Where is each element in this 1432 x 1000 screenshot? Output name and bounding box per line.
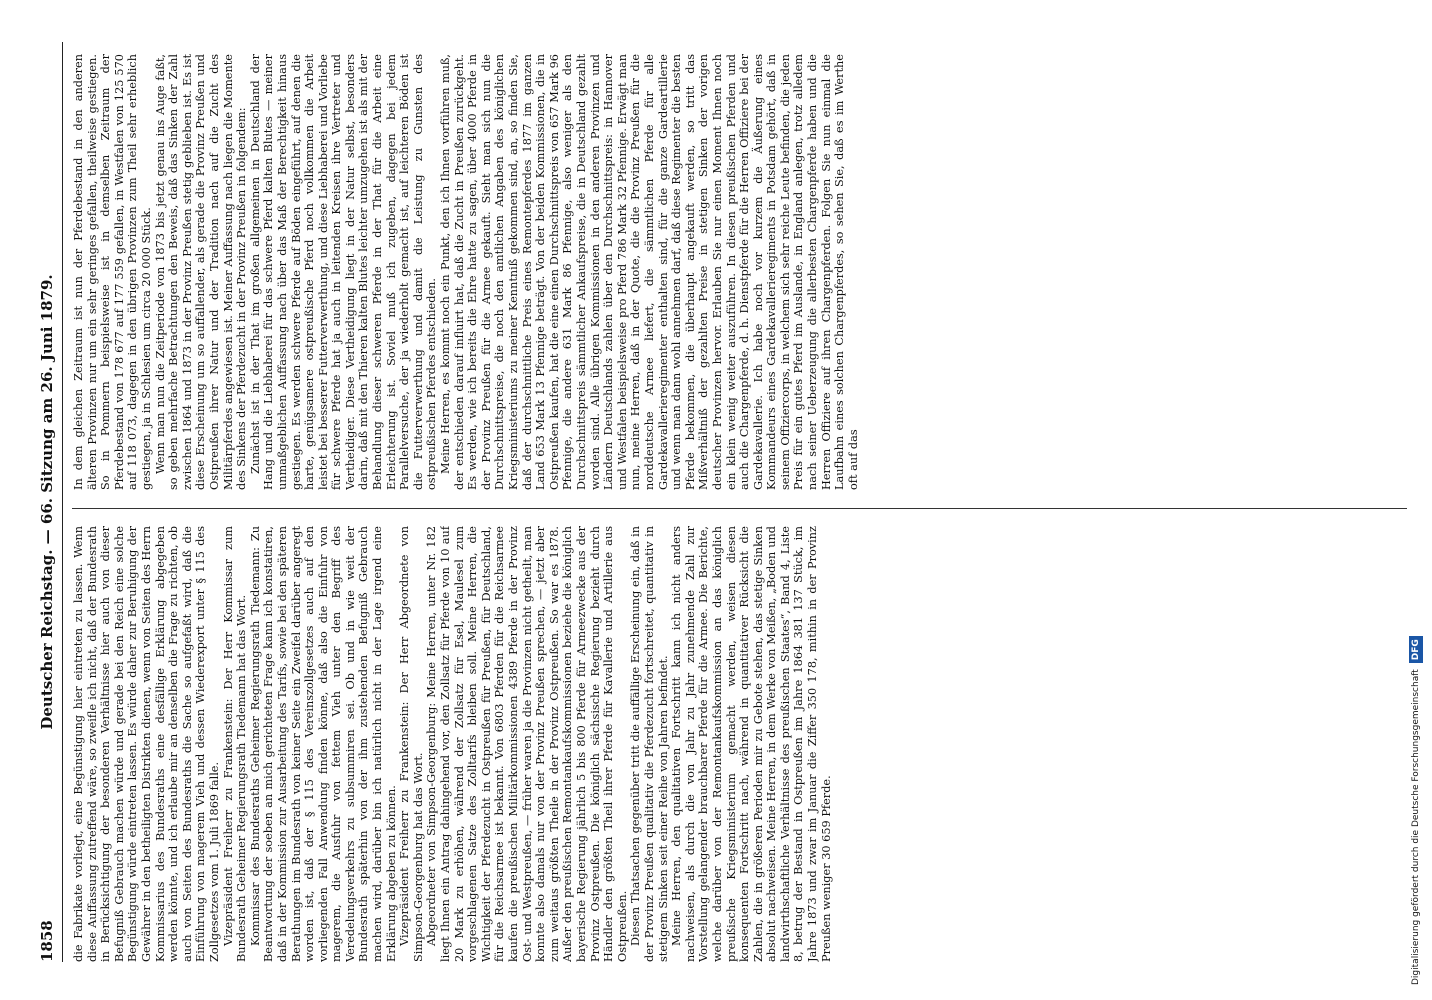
funding-statement: Digitalisierung gefördert durch die Deutsche Forschungsgemeinschaft [1411,669,1421,985]
page-number: 1858 [38,920,56,962]
dfg-logo: DFG [1409,636,1423,663]
digitization-note [1405,15,1427,985]
paragraph: Diesen Thatsachen gegenüber tritt die auffällige Erscheinung ein, daß in der Provinz Preußen qualitativ die Pferdezucht fortschreitet, quantitativ in stetigem Sinken seit einer Reihe von Jahren befindet. [629,526,670,962]
left-column [72,526,1407,962]
page-header [38,42,60,962]
column-divider [72,508,1407,509]
paragraph: Vizepräsident Freiherr zu Frankenstein: Der Herr Kommissar zum Bundesrath Geheimer Regierungsrath Tiedemann hat das Wort. [221,526,249,962]
paragraph: Vizepräsident Freiherr zu Frankenstein: Der Herr Abgeordnete von Simpson-Georgenburg hat das Wort. [398,526,425,962]
page-title: Deutscher Reichstag. — 66. Sitzung am 26. Juni 1879. [38,274,56,730]
header-rule [62,42,63,962]
paragraph: Zunächst ist in der That im großen allgemeinen in Deutschland der Hang und die Liebhaberei für das schwere Pferd kalten Blutes — meiner unmaßgeblichen Auffassung nach über das Maß der Berechtigkeit hinaus gestiegen. Es werden schwere Pferde auf Böden eingeführt, auf denen die harte, genügsamere ostpreußische Pferd noch vollkommen die Arbeit leistet bei besserer Futterverwerthung, und diese Liebhaberei und Vorliebe für schwere Pferde hat ja auch in leitenden Kreisen ihre Vertreter und Vertheidiger. Diese Vertheidigung liegt in der Natur selbst, besonders darin, daß mit den Thieren kalten Blutes leichter umzugehen ist als mit der Behandlung dieser schweren Pferde in der That für die Arbeit eine Erleichterung ist. Soviel muß ich zugeben, dagegen bei jedem Parallelversuche, der ja wiederholt gemacht ist, auf leichteren Böden ist die Futterverwerthung und damit die Leistung zu Gunsten des ostpreußischen Pferdes entschieden. [248,54,439,490]
right-column [72,54,1407,490]
paragraph: Wenn man nun die Zeitperiode von 1873 bis jetzt genau ins Auge faßt, so geben mehrfache Betrachtungen den Beweis, daß das Sinken der Zahl zwischen 1864 und 1873 in der Provinz Preußen stetig geblieben ist. Es ist diese Erscheinung um so auffallender, als gerade die Provinz Preußen und Ostpreußen ihrer Natur und der Tradition nach auf die Zucht des Militärpferdes angewiesen ist. Meiner Auffassung nach liegen die Momente des Sinkens der Pferdezucht in der Provinz Preußen in folgendem: [153,54,249,490]
paragraph: die Fabrikate vorliegt, eine Begünstigung hier eintreten zu lassen. Wenn diese Auffassung zutreffend wäre, so zweifle ich nicht, daß der Bundesrath in Berücksichtigung der besonderen Verhältnisse hier auch von dieser Befugniß Gebrauch machen würde und gerade bei den Reich eine solche Begünstigung würde eintreten lassen. Es würde daher zur Beruhigung der Gewährer in den betheiligten Distrikten dienen, wenn von Seiten des Herrn Kommissarius des Bundesraths eine desfällige Erklärung abgegeben werden könnte, und ich erlaube mir an denselben die Frage zu richten, ob auch von Seiten des Bundesraths die Sache so aufgefaßt wird, daß die Einführung von magerem Vieh und dessen Wiederexport unter § 115 des Zollgesetzes vom 1. Juli 1869 falle. [72,526,221,962]
paragraph: Abgeordneter von Simpson-Georgenburg: Meine Herren, unter Nr. 182 liegt Ihnen ein Antrag dahingehend vor, den Zollsatz für Pferde von 10 auf 20 Mark zu erhöhen, während der Zollsatz für Esel, Maulesel zum vorgeschlagenen Satze des Zolltarifs bleiben soll. Meine Herren, die Wichtigkeit der Pferdezucht in Ostpreußen für Preußen, für Deutschland, für die Reichsarmee ist bekannt. Von 6803 Pferden für die Reichsarmee kaufen die preußischen Militärkommissionen 4389 Pferde in der Provinz Ost- und Westpreußen, — früher waren ja die Provinzen nicht getheilt, man konnte also damals nur von der Provinz Preußen sprechen, — jetzt aber zum weitaus größten Theile in der Provinz Ostpreußen. So war es 1878. Außer den preußischen Remontankaufskommissionen beziehe die königlich bayerische Regierung jährlich 5 bis 800 Pferde für Armeezwecke aus der Provinz Ostpreußen. Die königlich sächsische Regierung bezieht durch Händler den größten Theil ihrer Pferde für Kavallerie und Artillerie aus Ostpreußen. [425,526,629,962]
paragraph: Meine Herren, den qualitativen Fortschritt kann ich nicht anders nachweisen, als durch die von Jahr zu Jahr zunehmende Zahl zur Vorstellung gelangender brauchbarer Pferde für die Armee. Die Berichte, welche darüber von der Remontankaufskommission an das königlich preußische Kriegsministerium gemacht werden, weisen diesen konsequenten Fortschritt nach, während in quantitativer Rücksicht die Zahlen, die in größeren Perioden mir zu Gebote stehen, das stetige Sinken absolut nachweisen. Meine Herren, in dem Werke von Meißen, „Boden und landwirthschaftliche Verhältnisse des preußischen Staates“, Band 4, Liste 8, betrug der Bestand in Ostpreußen im Jahre 1864 381 137 Stück, im Jahre 1873 und zwar im Januar die Ziffer 350 178, mithin in der Provinz Preußen weniger 30 659 Pferde. [670,526,833,962]
digitization-note-text [1405,15,1427,985]
paragraph: In dem gleichen Zeitraum ist nun der Pferdebestand in den anderen älteren Provinzen nur um ein sehr geringes gefallen, theilweise gestiegen. So in Pommern beispielsweise ist in demselben Zeitraum der Pferdebestand von 178 677 auf 177 559 gefallen, in Westfalen von 125 570 auf 118 073, dagegen in den übrigen Provinzen zum Theil sehr erheblich gestiegen, ja in Schlesien um circa 20 000 Stück. [72,54,153,490]
paragraph: Meine Herren, es kommt noch ein Punkt, den ich Ihnen vorführen muß, der entschieden darauf influirt hat, daß die Zucht in Preußen zurückgeht. Es werden, wie ich bereits die Ehre hatte zu sagen, über 4000 Pferde in der Provinz Preußen für die Armee gekauft. Sieht man sich nun die Durchschnittspreise, die noch den amtlichen Angaben des königlichen Kriegsministeriums zu meiner Kenntniß gekommen sind, an, so finden Sie, daß der durchschnittliche Preis eines Remontepferdes 1877 im ganzen Land 653 Mark 13 Pfennige beträgt. Von der beiden Kommissionen, die in Ostpreußen kaufen, hat die eine einen Durchschnittspreis von 657 Mark 96 Pfennige, die andere 631 Mark 86 Pfennige, also weniger als den Durchschnittspreis sämmtlicher Ankaufspreise, die in Deutschland gezahlt worden sind. Alle übrigen Kommissionen in den anderen Provinzen und Ländern Deutschlands zahlen über den Durchschnittspreis: in Hannover und Westfalen beispielsweise pro Pferd 786 Mark 32 Pfennige. Erwägt man nun, meine Herren, daß in der Quote, die die Provinz Preußen für die norddeutsche Armee liefert, die sämmtlichen Pferde für alle Gardekavallerieregimenter enthalten sind, für die ganze Gardeartillerie und wenn man dann wohl annehmen darf, daß diese Regimenter die besten Pferde bekommen, die überhaupt angekauft werden, so tritt das Mißverhältniß der gezahlten Preise in stetigen Sinken der vorigen deutscher Provinzen hervor. Erlauben Sie nur einen Moment Ihnen noch ein klein wenig weiter auszuführen. In diesen preußischen Pferden und auch die Chargenpferde, d. h. Dienstpferde für die Herren Offiziere bei der Gardekavallerie. Ich habe noch vor kurzem die Äußerung eines Kommandeurs eines Gardekavallerieregiments in Potsdam gehört, daß in seinem Offiziercorps, in welchem sich sehr reiche Leute befinden, die jeden Preis für ein gutes Pferd im Auslande, in England anlegen, trotz alledem nach seiner Ueberzeugung die allerbesten Chargenpferde haben und die Herren Offiziere auf ihren Chargenpferden. Folgen Sie nun einmal die Laufbahn eines solchen Chargenpferdes, so sehen Sie, daß es im Werthe oft auf das [439,54,860,490]
paragraph: Kommissar des Bundesraths Geheimer Regierungsrath Tiedemann: Zu Beantwortung der soeben an mich gerichteten Frage kann ich konstatiren, daß in der Kommission zur Ausarbeitung des Tarifs, sowie bei den späteren Berathungen im Bundesrath von keiner Seite ein Zweifel darüber angeregt worden ist, daß der § 115 des Vereinszollgesetzes auch auf den vorliegenden Fall Anwendung finden könne, daß also die Einfuhr von magerem, die Ausfuhr von fettem Vieh unter den Begriff des Veredelungsverkehrs zu subsummiren sei. Ob und in wie weit der Bundesrath späterhin von der ihm zustehenden Befugniß Gebrauch machen wird, darüber bin ich natürlich nicht in der Lage irgend eine Erklärung abgeben zu können. [248,526,398,962]
